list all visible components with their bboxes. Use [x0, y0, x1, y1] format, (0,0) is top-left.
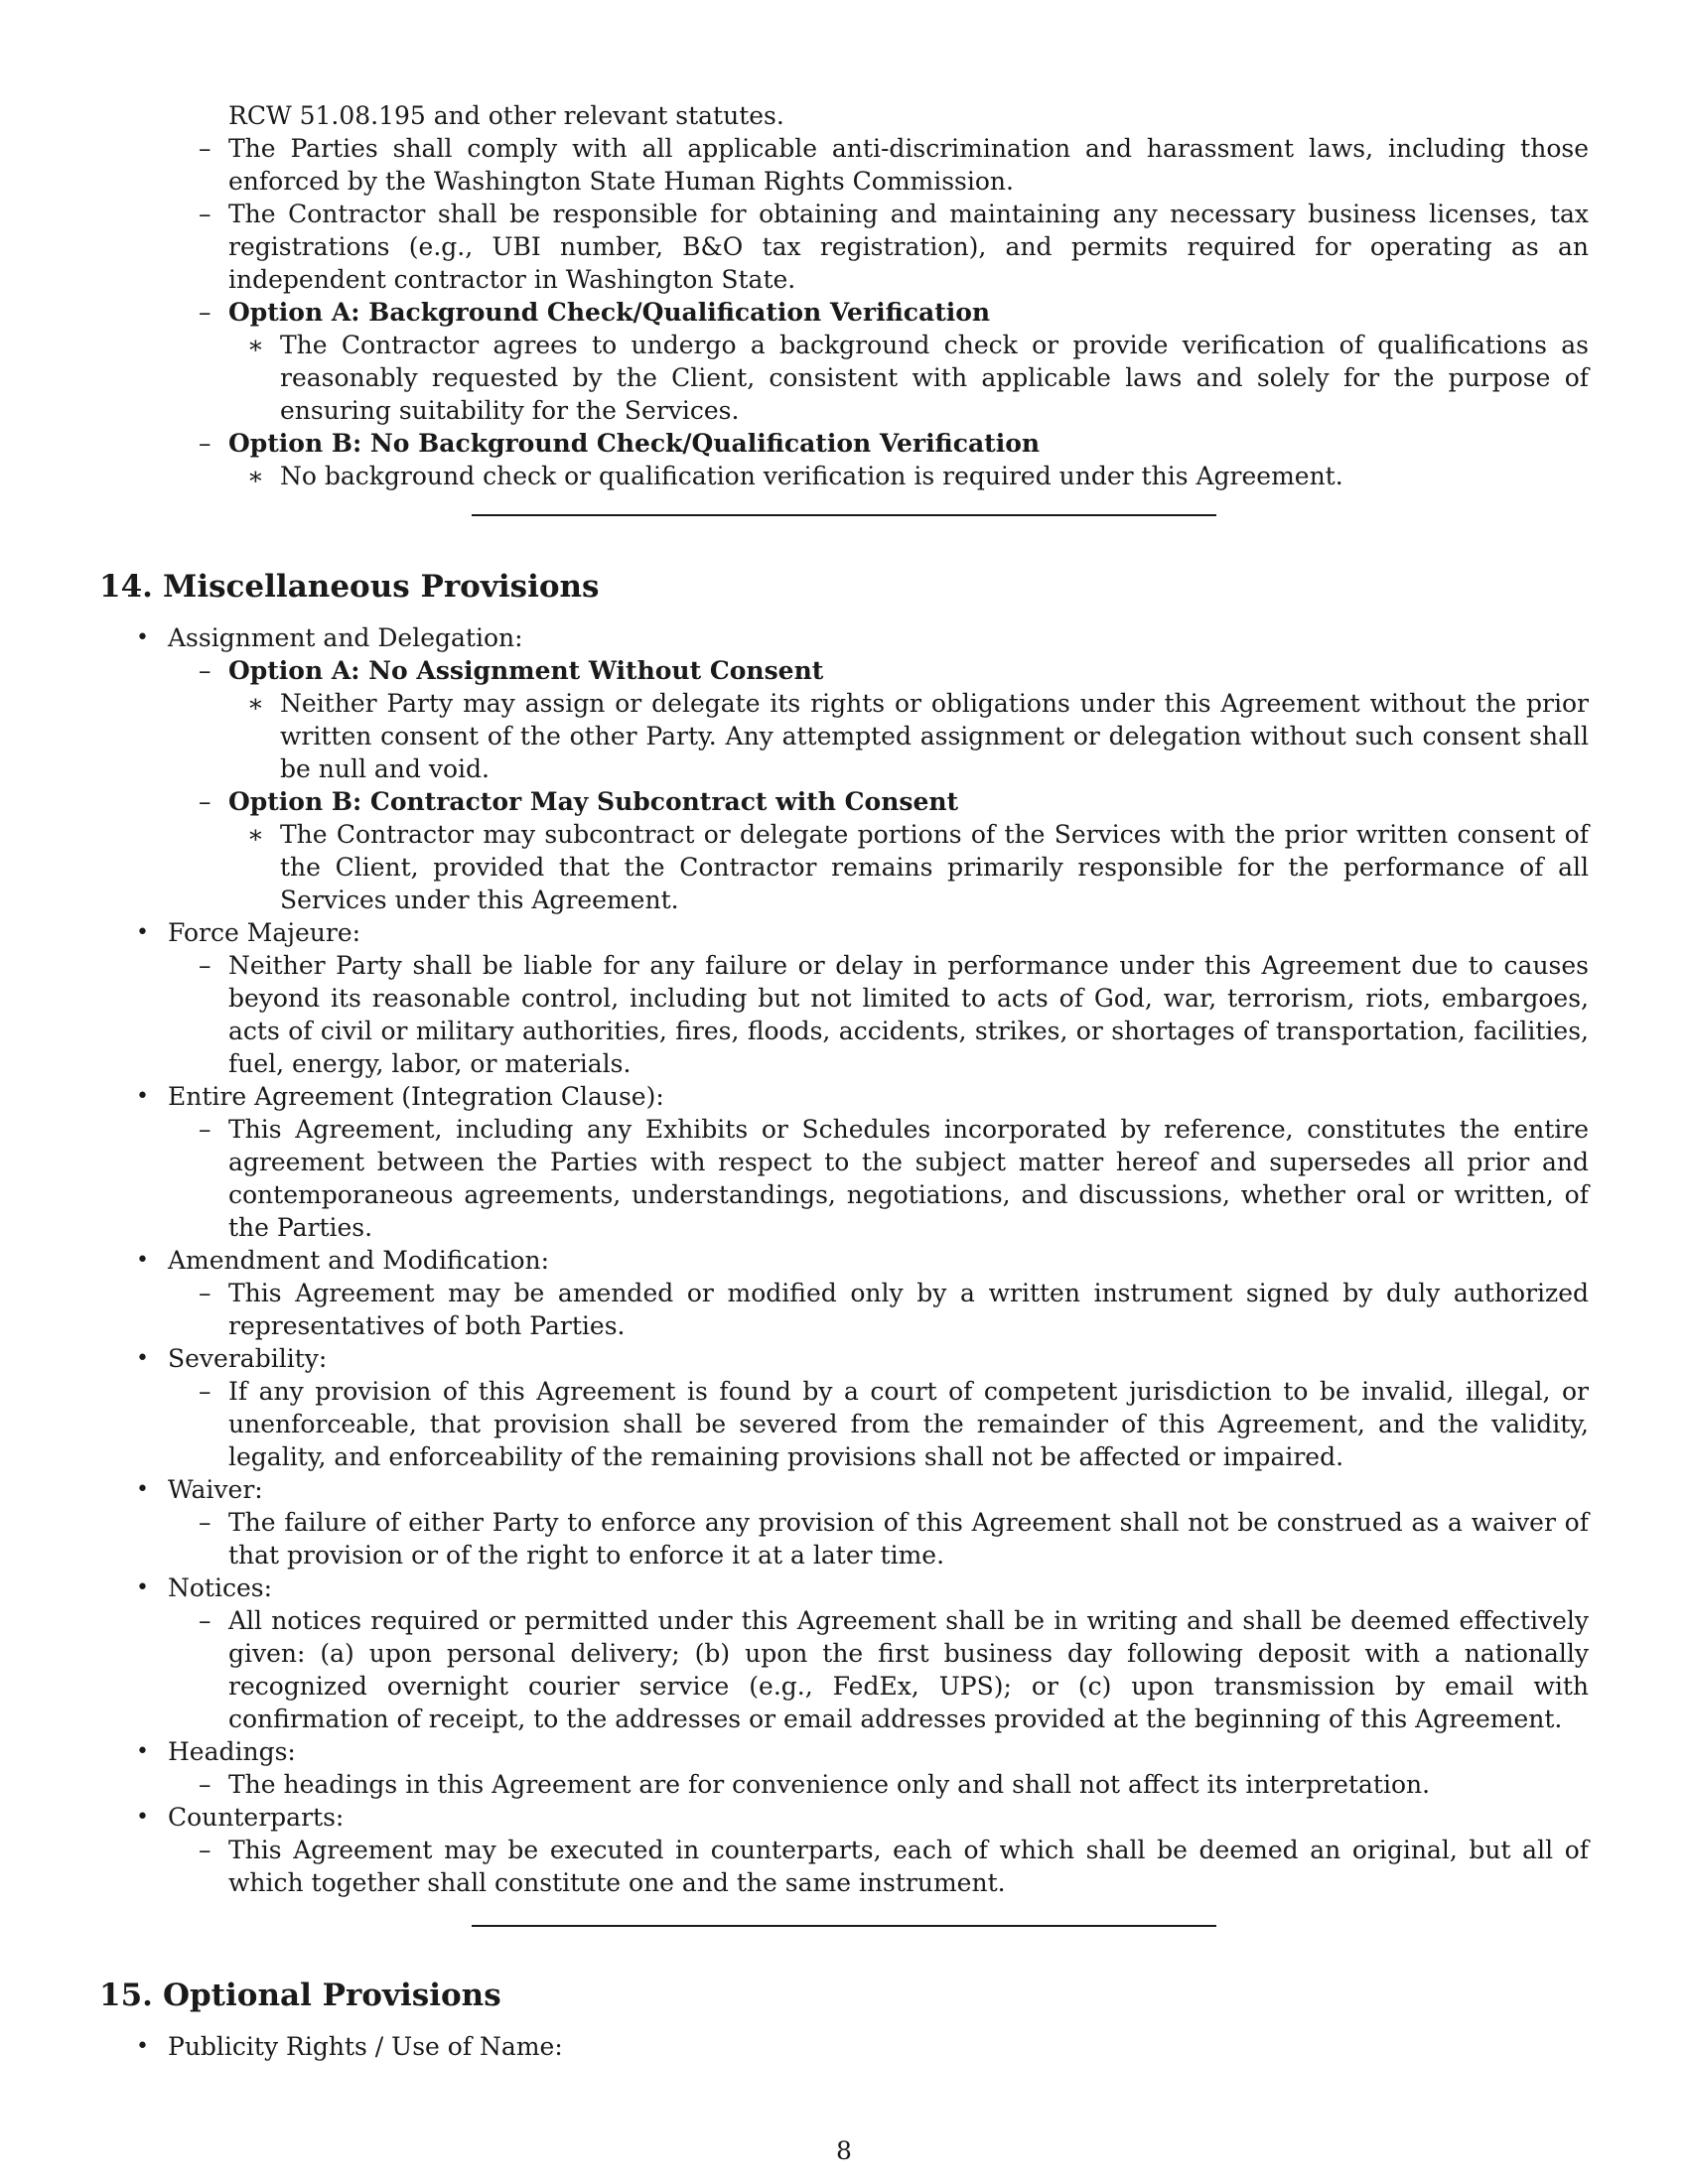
- section-14-heading: [99, 568, 1589, 606]
- bullet-marker: •: [136, 1739, 149, 1764]
- star-marker: ∗: [247, 689, 264, 718]
- amendment-text: This Agreement may be amended or modified only by a written instrument signed by duly authorized representatives of both Parties.: [228, 1279, 1589, 1340]
- list-item: [99, 460, 1589, 492]
- section-14-number: 14.: [99, 569, 153, 605]
- list-item: [99, 1768, 1589, 1801]
- dash-marker: –: [199, 951, 211, 980]
- entire-agreement-text: This Agreement, including any Exhibits or Schedules incorporated by reference, constitutes the entire agreement between the Parties with respect to the subject matter hereof and supersedes all prior and contemporaneous agreements, understandings, negotiations, and discussions, whether oral or written, of the Parties.: [228, 1115, 1589, 1242]
- dash-marker: –: [199, 429, 211, 458]
- list-item: [99, 329, 1589, 427]
- force-majeure-text: Neither Party shall be liable for any failure or delay in performance under this Agreement due to causes beyond its reasonable control, including but not limited to acts of God, war, terrorism, riots, embargoes, acts of civil or military authorities, fires, floods, accidents, strikes, or shortages of transportation, facilities, fuel, energy, labor, or materials.: [228, 951, 1589, 1078]
- assignment-label: Assignment and Delegation:: [168, 623, 523, 652]
- counterparts-label: Counterparts:: [168, 1803, 345, 1832]
- dash-marker: –: [199, 1279, 211, 1307]
- bullet-marker: •: [136, 1248, 149, 1273]
- assignment-option-a-text: Neither Party may assign or delegate its rights or obligations under this Agreement without the prior written consent of the other Party. Any attempted assignment or delegation without such consent shall be null and void.: [280, 689, 1589, 783]
- list-item: [99, 1277, 1589, 1342]
- list-item: [99, 1473, 1589, 1506]
- list-item: [99, 818, 1589, 916]
- assignment-option-b-text: The Contractor may subcontract or delegate portions of the Services with the prior written consent of the Client, provided that the Contractor remains primarily responsible for the performance of all Services under this Agreement.: [280, 820, 1589, 914]
- dash-marker: –: [199, 1836, 211, 1864]
- bullet-marker: •: [136, 1084, 149, 1109]
- list-item: [99, 2030, 1589, 2063]
- severability-text: If any provision of this Agreement is found by a court of competent jurisdiction to be invalid, illegal, or unenforceable, that provision shall be severed from the remainder of this Agreement, and the validity, legality, and enforceability of the remaining provisions shall not be affected or impaired.: [228, 1377, 1589, 1471]
- bullet-marker: •: [136, 920, 149, 945]
- anti-discrimination-text: The Parties shall comply with all applicable anti-discrimination and harassment laws, including those enforced by the Washington State Human Rights Commission.: [228, 134, 1589, 196]
- list-item: [99, 1801, 1589, 1834]
- bullet-marker: •: [136, 1805, 149, 1830]
- list-item: [99, 296, 1589, 329]
- section-14-title: Miscellaneous Provisions: [163, 569, 600, 605]
- dash-marker: –: [199, 787, 211, 816]
- continuation-line: [99, 99, 1589, 132]
- bullet-marker: •: [136, 625, 149, 650]
- bullet-marker: •: [136, 2034, 149, 2059]
- notices-label: Notices:: [168, 1573, 273, 1602]
- star-marker: ∗: [247, 462, 264, 490]
- headings-text: The headings in this Agreement are for convenience only and shall not affect its interpretation.: [228, 1770, 1431, 1799]
- section-15-title: Optional Provisions: [163, 1978, 501, 2013]
- list-item: [99, 427, 1589, 460]
- continuation-text: RCW 51.08.195 and other relevant statutes.: [228, 101, 784, 130]
- waiver-text: The failure of either Party to enforce any provision of this Agreement shall not be construed as a waiver of that provision or of the right to enforce it at a later time.: [228, 1508, 1589, 1570]
- dash-marker: –: [199, 1770, 211, 1799]
- list-item: [99, 654, 1589, 687]
- publicity-label: Publicity Rights / Use of Name:: [168, 2032, 563, 2061]
- page-number: 8: [836, 2136, 852, 2165]
- dash-marker: –: [199, 1606, 211, 1635]
- section-divider: [472, 514, 1216, 516]
- list-item: [99, 621, 1589, 654]
- option-b-background-text: No background check or qualification verification is required under this Agreement.: [280, 462, 1343, 490]
- option-a-background-label: Option A: Background Check/Qualification Verification: [228, 298, 991, 327]
- bullet-marker: •: [136, 1477, 149, 1502]
- dash-marker: –: [199, 200, 211, 228]
- dash-marker: –: [199, 298, 211, 327]
- section-divider: [472, 1925, 1216, 1927]
- list-item: [99, 785, 1589, 818]
- dash-marker: –: [199, 656, 211, 685]
- list-item: [99, 132, 1589, 198]
- list-item: [99, 1113, 1589, 1244]
- waiver-label: Waiver:: [168, 1475, 263, 1504]
- dash-marker: –: [199, 1115, 211, 1144]
- list-item: [99, 916, 1589, 949]
- bullet-marker: •: [136, 1575, 149, 1600]
- list-item: [99, 1834, 1589, 1899]
- star-marker: ∗: [247, 820, 264, 849]
- section-15-number: 15.: [99, 1978, 153, 2013]
- list-item: [99, 949, 1589, 1080]
- list-item: [99, 1735, 1589, 1768]
- list-item: [99, 687, 1589, 785]
- star-marker: ∗: [247, 331, 264, 359]
- document-body: [99, 99, 1589, 2063]
- list-item: [99, 1244, 1589, 1277]
- section-15-heading: [99, 1977, 1589, 2014]
- list-item: [99, 1342, 1589, 1375]
- bullet-marker: •: [136, 1346, 149, 1371]
- dash-marker: –: [199, 134, 211, 163]
- amendment-label: Amendment and Modification:: [168, 1246, 550, 1275]
- list-item: [99, 1604, 1589, 1735]
- option-a-background-text: The Contractor agrees to undergo a background check or provide verification of qualifications as reasonably requested by the Client, consistent with applicable laws and solely for the purpose of ensuring suitability for the Services.: [280, 331, 1589, 425]
- dash-marker: –: [199, 1508, 211, 1537]
- list-item: [99, 1506, 1589, 1571]
- headings-label: Headings:: [168, 1737, 296, 1766]
- dash-marker: –: [199, 1377, 211, 1406]
- list-item: [99, 1375, 1589, 1473]
- list-item: [99, 198, 1589, 296]
- counterparts-text: This Agreement may be executed in counterparts, each of which shall be deemed an original, but all of which together shall constitute one and the same instrument.: [228, 1836, 1589, 1897]
- assignment-option-a-label: Option A: No Assignment Without Consent: [228, 656, 824, 685]
- severability-label: Severability:: [168, 1344, 328, 1373]
- list-item: [99, 1571, 1589, 1604]
- entire-agreement-label: Entire Agreement (Integration Clause):: [168, 1082, 664, 1111]
- licenses-text: The Contractor shall be responsible for obtaining and maintaining any necessary business licenses, tax registrations (e.g., UBI number, B&O tax registration), and permits required for operating as an independent contractor in Washington State.: [228, 200, 1589, 294]
- list-item: [99, 1080, 1589, 1113]
- option-b-background-label: Option B: No Background Check/Qualification Verification: [228, 429, 1041, 458]
- notices-text: All notices required or permitted under this Agreement shall be in writing and shall be deemed effectively given: (a) upon personal delivery; (b) upon the first business day following deposit with a nationally recognized overnight courier service (e.g., FedEx, UPS); or (c) upon transmission by email with confirmation of receipt, to the addresses or email addresses provided at the beginning of this Agreement.: [228, 1606, 1589, 1733]
- force-majeure-label: Force Majeure:: [168, 918, 361, 947]
- assignment-option-b-label: Option B: Contractor May Subcontract with Consent: [228, 787, 959, 816]
